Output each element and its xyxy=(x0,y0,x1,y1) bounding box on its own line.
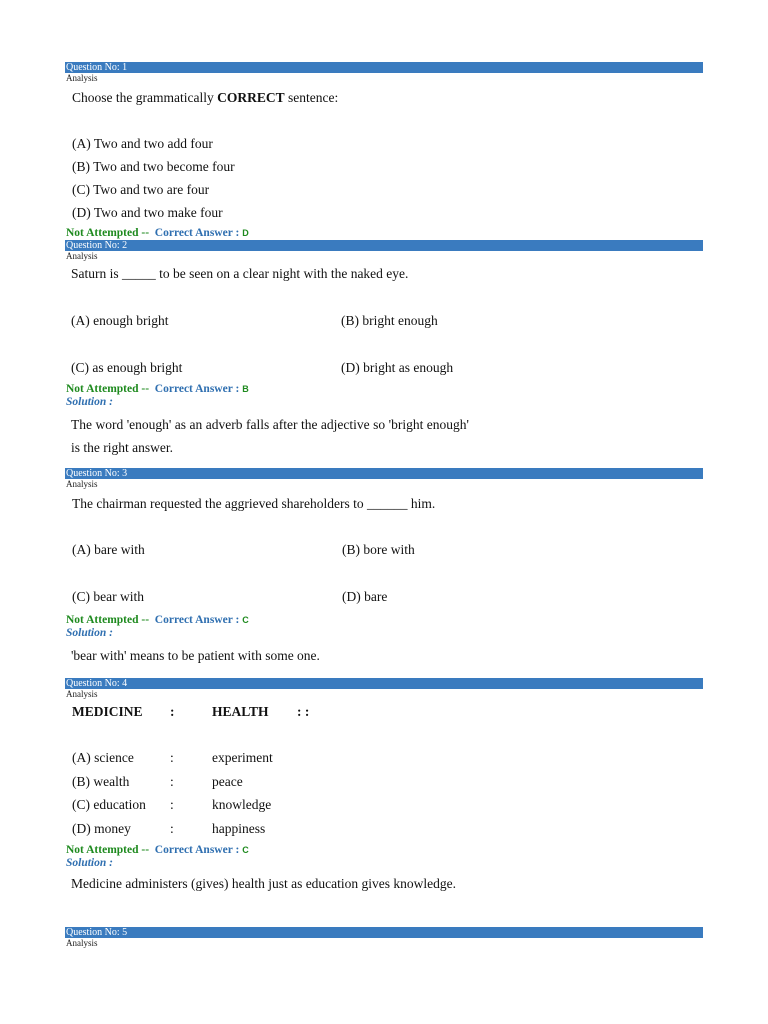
correct-answer-value: B xyxy=(242,384,249,394)
analysis-label[interactable]: Analysis xyxy=(66,938,98,948)
option-term: (C) education xyxy=(72,797,146,812)
analysis-label[interactable]: Analysis xyxy=(66,251,98,261)
analogy-term: HEALTH xyxy=(212,704,269,719)
question-header: Question No: 1 xyxy=(65,62,703,73)
option: (D) bright as enough xyxy=(341,360,454,375)
option: (C) as enough bright xyxy=(71,360,183,375)
answer-status xyxy=(66,614,249,627)
question-text xyxy=(72,90,338,106)
solution-label: Solution : xyxy=(66,857,113,869)
correct-answer-label: Correct Answer : xyxy=(154,383,240,395)
question-text-part: sentence: xyxy=(284,90,339,105)
option-separator: : xyxy=(170,774,174,789)
solution-text: Medicine administers (gives) health just as education gives knowledge. xyxy=(71,876,457,891)
option-term: (A) science xyxy=(72,750,134,765)
option: (B) bright enough xyxy=(341,313,438,328)
question-header: Question No: 5 xyxy=(65,927,703,938)
option: (A) Two and two add four xyxy=(72,136,213,151)
correct-answer-value: C xyxy=(242,845,249,855)
option: (C) Two and two are four xyxy=(72,182,210,197)
option-separator: : xyxy=(170,750,174,765)
question-text: The chairman requested the aggrieved shareholders to ______ him. xyxy=(72,496,436,511)
question-text-emphasis: CORRECT xyxy=(217,90,285,105)
solution-text: 'bear with' means to be patient with some one. xyxy=(71,648,320,663)
option: (B) bore with xyxy=(342,542,415,557)
question-header: Question No: 2 xyxy=(65,240,703,251)
analysis-label[interactable]: Analysis xyxy=(66,689,98,699)
option-pair: knowledge xyxy=(212,797,272,812)
analogy-separator: : xyxy=(170,704,175,719)
correct-answer-label: Correct Answer : xyxy=(154,227,240,239)
question-header: Question No: 4 xyxy=(65,678,703,689)
analogy-separator: : : xyxy=(297,704,310,719)
option-separator: : xyxy=(170,821,174,836)
correct-answer-label: Correct Answer : xyxy=(154,844,240,856)
option: (B) Two and two become four xyxy=(72,159,235,174)
answer-status xyxy=(66,844,249,857)
not-attempted-label: Not Attempted -- xyxy=(66,383,150,395)
question-text: Saturn is _____ to be seen on a clear night with the naked eye. xyxy=(71,266,409,281)
option-pair: peace xyxy=(212,774,243,789)
solution-text: The word 'enough' as an adverb falls after the adjective so 'bright enough' is the right answer. xyxy=(71,417,469,455)
correct-answer-value: C xyxy=(242,615,249,625)
option-term: (B) wealth xyxy=(72,774,130,789)
answer-status xyxy=(66,383,249,396)
option-pair: happiness xyxy=(212,821,266,836)
not-attempted-label: Not Attempted -- xyxy=(66,614,150,626)
option: (A) enough bright xyxy=(71,313,169,328)
option: (D) bare xyxy=(342,589,388,604)
question-header: Question No: 3 xyxy=(65,468,703,479)
not-attempted-label: Not Attempted -- xyxy=(66,844,150,856)
solution-label: Solution : xyxy=(66,396,113,408)
option-separator: : xyxy=(170,797,174,812)
option: (C) bear with xyxy=(72,589,144,604)
option: (D) Two and two make four xyxy=(72,205,223,220)
question-text-part: Choose the grammatically xyxy=(72,90,218,105)
answer-status xyxy=(66,227,249,240)
analogy-term: MEDICINE xyxy=(72,704,143,719)
not-attempted-label: Not Attempted -- xyxy=(66,227,150,239)
option: (A) bare with xyxy=(72,542,145,557)
solution-label: Solution : xyxy=(66,627,113,639)
analysis-label[interactable]: Analysis xyxy=(66,73,98,83)
correct-answer-value: D xyxy=(242,228,249,238)
option-pair: experiment xyxy=(212,750,273,765)
correct-answer-label: Correct Answer : xyxy=(154,614,240,626)
analysis-label[interactable]: Analysis xyxy=(66,479,98,489)
option-term: (D) money xyxy=(72,821,131,836)
